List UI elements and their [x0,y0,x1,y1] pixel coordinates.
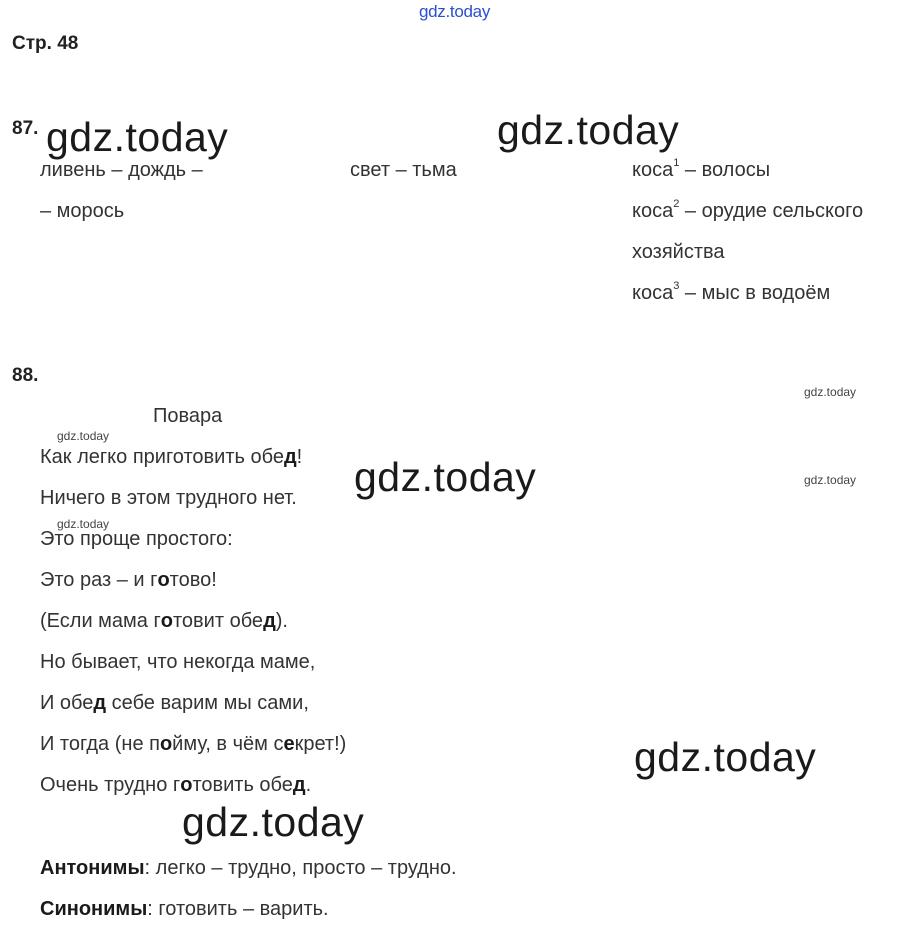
antonyms-text: : легко – трудно, просто – трудно. [144,857,457,879]
poem-line [40,611,288,631]
text: товить обе [192,774,293,796]
task87-col3-line [632,198,864,222]
poem-line: Ничего в этом трудного нет. [40,487,297,509]
task87-col3-line [632,157,771,181]
highlight-letter: д [292,774,306,796]
text: Это раз – и г [40,569,158,591]
watermark-small: gdz.today [57,429,110,443]
poem-line: Но бывает, что некогда маме, [40,651,316,673]
watermark-big: gdz.today [497,107,680,153]
meaning: – волосы [679,159,771,181]
watermark-big: gdz.today [182,799,365,845]
task87-col1-line: – морось [40,200,125,222]
watermark-small: gdz.today [804,385,857,399]
text: ). [275,610,288,632]
watermark-top: gdz.today [419,2,491,21]
text: И тогда (не п [40,733,160,755]
text: товит обе [173,610,264,632]
watermark-big: gdz.today [354,454,537,500]
synonyms-label: Синонимы [40,898,148,920]
watermark-small: gdz.today [804,473,857,487]
superscript: 1 [673,157,680,169]
superscript: 2 [673,198,680,210]
highlight-letter: о [159,733,173,755]
poem-line [40,570,217,590]
text: Как легко приготовить обе [40,446,284,468]
task-number-88: 88. [12,365,39,386]
meaning: – орудие сельского [679,200,864,222]
highlight-letter: о [180,774,193,796]
text: ! [296,446,303,468]
word: коса [632,200,674,222]
text: тово! [169,569,217,591]
poem-line [40,693,309,713]
task87-col1-line: ливень – дождь – [40,159,203,181]
meaning: – мыс в водоём [679,282,831,304]
word: коса [632,159,674,181]
watermark-big: gdz.today [46,114,229,160]
highlight-letter: о [157,569,170,591]
text: Очень трудно г [40,774,181,796]
poem-line: Это проще простого: [40,528,233,550]
synonyms-text: : готовить – варить. [147,898,329,920]
highlight-letter: е [283,733,295,755]
highlight-letter: о [160,610,173,632]
antonyms-line [40,858,457,878]
task87-col2-line: свет – тьма [350,159,457,181]
watermark-small: gdz.today [57,517,110,531]
text: . [305,774,312,796]
superscript: 3 [673,280,680,292]
word: хозяйства [632,241,725,263]
watermark-big: gdz.today [634,734,817,780]
poem-line [40,734,346,754]
poem-title: Повара [153,405,223,427]
poem-line [40,775,311,795]
task87-col3-line [632,280,831,304]
text: йму, в чём с [172,733,284,755]
word: коса [632,282,674,304]
text: крет!) [294,733,347,755]
task87-col3-line [632,242,725,262]
antonyms-label: Антонимы [40,857,145,879]
synonyms-line [40,899,329,919]
highlight-letter: д [283,446,297,468]
text: И обе [40,692,94,714]
text: себе варим мы сами, [106,692,309,714]
task-number-87: 87. [12,118,39,139]
highlight-letter: д [93,692,107,714]
text: (Если мама г [40,610,161,632]
page-label: Стр. 48 [12,33,79,54]
highlight-letter: д [263,610,276,632]
poem-line [40,447,302,467]
